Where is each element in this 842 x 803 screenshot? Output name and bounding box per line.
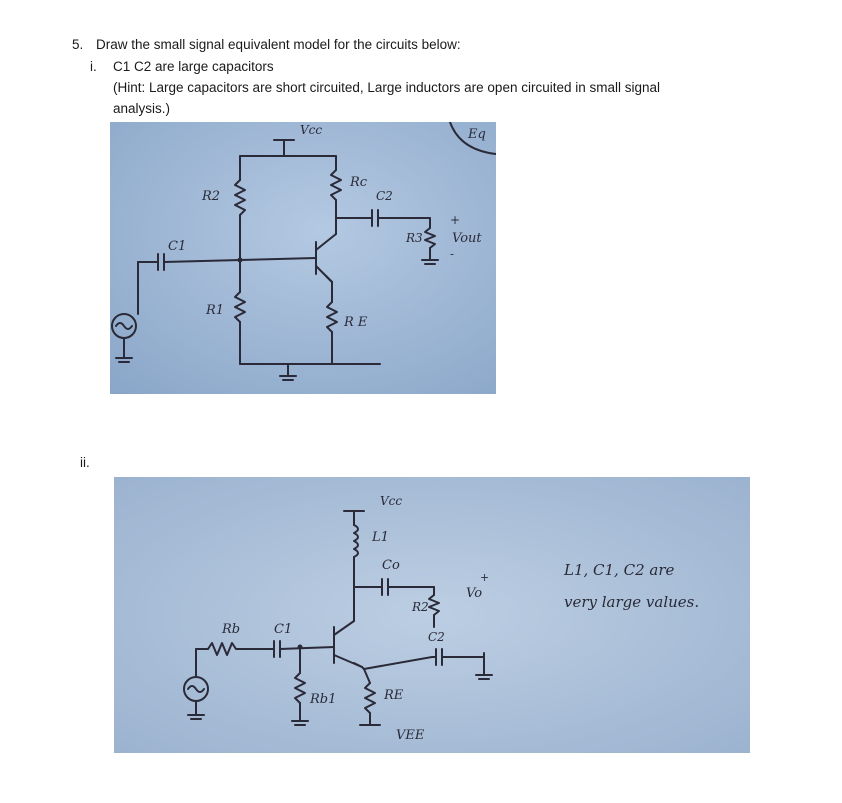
c1-label: C1 bbox=[274, 622, 293, 637]
rb-label: Rb bbox=[222, 622, 241, 637]
c2-label: C2 bbox=[376, 189, 393, 203]
vout-minus-label: - bbox=[450, 247, 455, 261]
vout-plus-label: + bbox=[450, 213, 461, 227]
vo-plus-label: + bbox=[480, 571, 490, 584]
circuit-photo-i bbox=[110, 122, 496, 394]
vo-label: Vo bbox=[466, 586, 483, 601]
rb1-label: Rb1 bbox=[310, 692, 337, 707]
re-label: R E bbox=[344, 315, 368, 330]
part-i-title: C1 C2 are large capacitors bbox=[113, 59, 274, 74]
note-line-2: very large values. bbox=[564, 593, 700, 611]
re-label: RE bbox=[384, 688, 404, 703]
l1-label: L1 bbox=[372, 530, 389, 545]
c2-label: C2 bbox=[428, 630, 445, 644]
vcc-label: Vcc bbox=[380, 494, 403, 508]
corner-label: Eq bbox=[468, 127, 486, 142]
part-ii-marker: ii. bbox=[80, 455, 90, 470]
part-i-marker: i. bbox=[90, 59, 97, 74]
note-line-1: L1, C1, C2 are bbox=[564, 561, 675, 579]
vee-label: VEE bbox=[396, 728, 425, 743]
r2-label: R2 bbox=[202, 189, 221, 204]
photo-background bbox=[114, 477, 750, 753]
co-label: Co bbox=[382, 558, 400, 573]
rc-label: Rc bbox=[350, 175, 368, 190]
question-text: Draw the small signal equivalent model for the circuits below: bbox=[96, 37, 461, 52]
circuit-photo-ii bbox=[114, 477, 750, 753]
vcc-label: Vcc bbox=[300, 123, 323, 137]
vout-label: Vout bbox=[452, 231, 482, 246]
c1-label: C1 bbox=[168, 239, 187, 254]
hint-line-2: analysis.) bbox=[113, 101, 171, 116]
r3-label: R3 bbox=[406, 231, 423, 245]
hint-line-1: (Hint: Large capacitors are short circuited, Large inductors are open circuited in small signal bbox=[113, 80, 661, 95]
question-number: 5. bbox=[72, 37, 84, 52]
r2-label: R2 bbox=[412, 600, 429, 614]
r1-label: R1 bbox=[206, 303, 225, 318]
